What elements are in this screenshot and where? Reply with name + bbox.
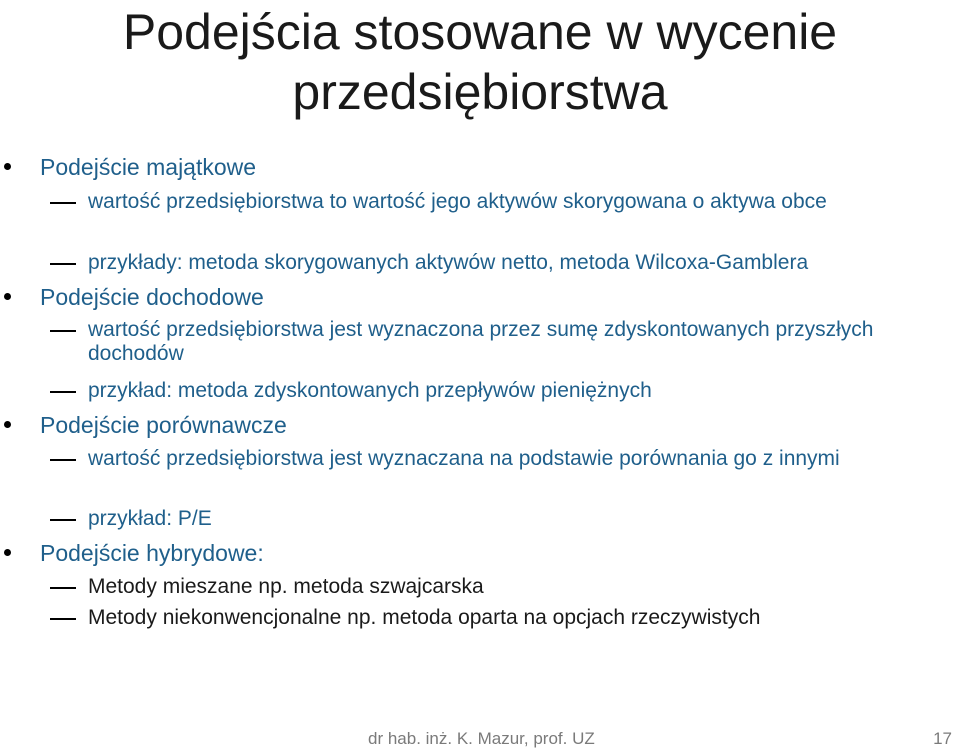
sub-item-text: przykład: P/E: [88, 507, 212, 530]
dash-icon: [50, 618, 76, 620]
sub-item-text: przykłady: metoda skorygowanych aktywów netto, metoda Wilcoxa-Gamblera: [88, 251, 809, 274]
dash-icon: [50, 459, 76, 461]
bullet-icon: [4, 293, 11, 300]
sub-item-text: Metody mieszane np. metoda szwajcarska: [88, 575, 484, 598]
sub-item-text: wartość przedsiębiorstwa jest wyznaczana na podstawie porównania go z innymi: [88, 447, 840, 470]
dash-icon: [50, 202, 76, 204]
slide-title: [30, 2, 930, 122]
bullet-icon: [4, 421, 11, 428]
section-heading-text: Podejście porównawcze: [40, 412, 287, 438]
dash-icon: [50, 330, 76, 332]
slide-title-line-1: Podejścia stosowane w wycenie: [122, 4, 838, 60]
footer-author: dr hab. inż. K. Mazur, prof. UZ: [368, 729, 595, 748]
bullet-icon: [4, 163, 11, 170]
dash-icon: [50, 587, 76, 589]
slide-title-line-2: przedsiębiorstwa: [292, 64, 668, 120]
sub-item-text: wartość przedsiębiorstwa to wartość jego aktywów skorygowana o aktywa obce: [88, 190, 827, 213]
sub-item-text: przykład: metoda zdyskontowanych przepływów pieniężnych: [88, 379, 652, 402]
sub-item-text: Metody niekonwencjonalne np. metoda oparta na opcjach rzeczywistych: [88, 606, 761, 629]
section-heading-text: Podejście dochodowe: [40, 284, 264, 310]
bullet-icon: [4, 549, 11, 556]
dash-icon: [50, 391, 76, 393]
dash-icon: [50, 519, 76, 521]
page-number: 17: [933, 729, 952, 748]
dash-icon: [50, 263, 76, 265]
section-heading-text: Podejście hybrydowe:: [40, 540, 264, 566]
sub-item-text: wartość przedsiębiorstwa jest wyznaczona przez sumę zdyskontowanych przyszłych dochodów: [88, 318, 874, 365]
section-heading-text: Podejście majątkowe: [40, 154, 257, 180]
